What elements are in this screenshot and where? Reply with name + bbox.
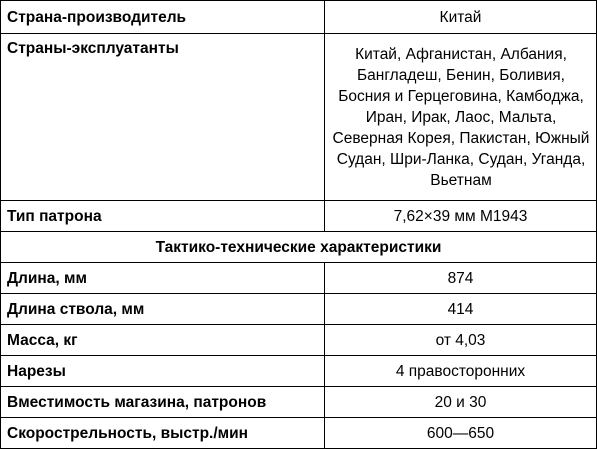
table-row — [1, 325, 597, 356]
table-row — [1, 263, 597, 294]
row-value — [325, 34, 597, 201]
section-header-row — [1, 232, 597, 263]
row-value: 7,62×39 мм М1943 — [325, 201, 597, 232]
spec-label: Вместимость магазина, патронов — [1, 387, 325, 418]
table-row — [1, 387, 597, 418]
spec-value: 874 — [325, 263, 597, 294]
spec-label: Масса, кг — [1, 325, 325, 356]
row-label: Страны-эксплуатанты — [1, 34, 325, 201]
spec-value: 414 — [325, 294, 597, 325]
table-row — [1, 34, 597, 201]
spec-value: 4 правосторонних — [325, 356, 597, 387]
row-label: Тип патрона — [1, 201, 325, 232]
row-value: Китай — [325, 1, 597, 34]
spec-value: от 4,03 — [325, 325, 597, 356]
spec-value: 20 и 30 — [325, 387, 597, 418]
table-row — [1, 1, 597, 34]
table-row — [1, 294, 597, 325]
table-row — [1, 201, 597, 232]
spec-label: Длина, мм — [1, 263, 325, 294]
spec-label: Скорострельность, выстр./мин — [1, 418, 325, 449]
spec-label: Нарезы — [1, 356, 325, 387]
section-title: Тактико-технические характеристики — [1, 232, 597, 263]
table-row — [1, 418, 597, 449]
row-label: Страна-производитель — [1, 1, 325, 34]
spec-label: Длина ствола, мм — [1, 294, 325, 325]
operators-list: Китай, Афганистан, Албания, Бангладеш, Бенин, Боливия, Босния и Герцеговина, Камбоджа, Иран, Ирак, Лаос, Мальта, Северная Корея, Пакистан, Южный Судан, Шри-Ланка, Судан, Уганда, Вьетнам — [332, 45, 590, 189]
spec-value: 600—650 — [325, 418, 597, 449]
table-row — [1, 356, 597, 387]
